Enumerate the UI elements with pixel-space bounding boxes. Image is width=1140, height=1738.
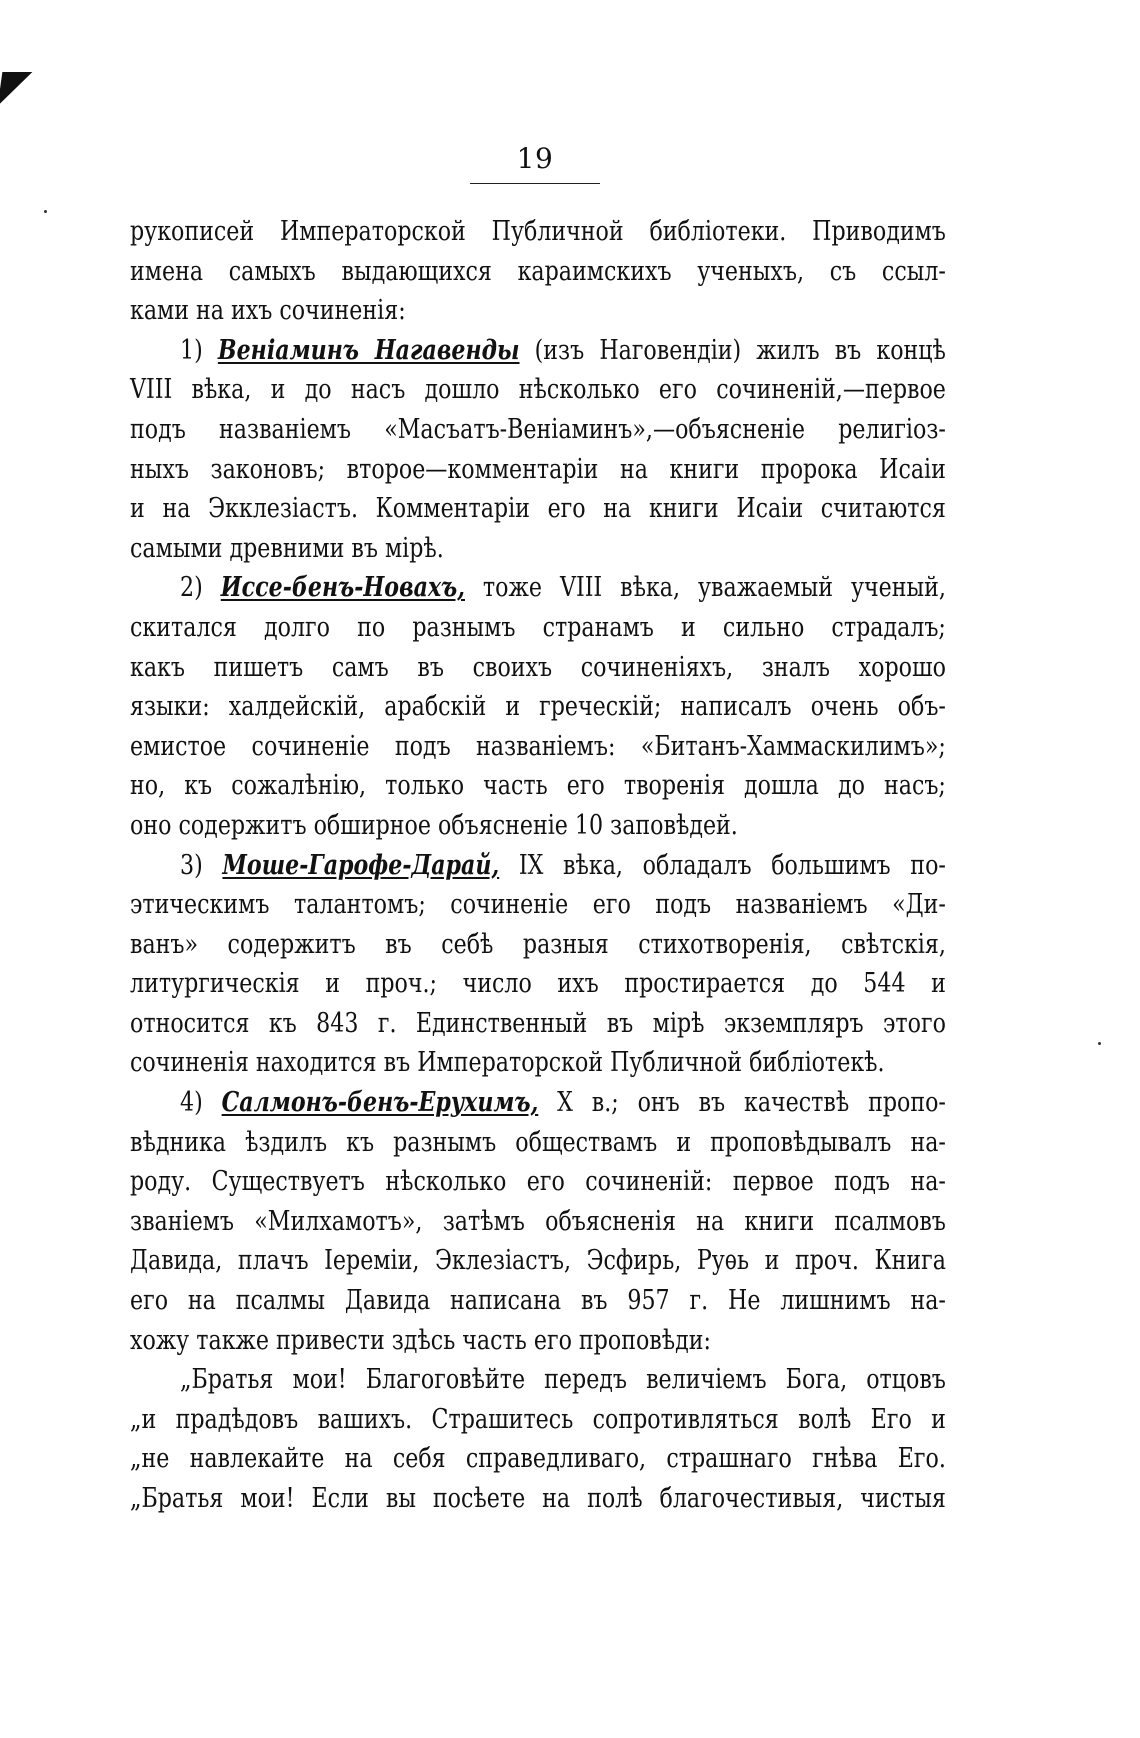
text-line: званіемъ «Милхамотъ», затѣмъ объясненія на книги псалмовъ bbox=[130, 1205, 946, 1237]
text-line: роду. Существуетъ нѣсколько его сочиненій: первое подъ на- bbox=[130, 1166, 946, 1198]
text-line: но, къ сожалѣнію, только часть его творенія дошла до насъ; bbox=[130, 770, 946, 802]
text-fragment: тоже VIII вѣка, уважаемый ученый, bbox=[482, 572, 946, 604]
quote-line: „и прадѣдовъ вашихъ. Страшитесь сопротивляться волѣ Его и bbox=[130, 1403, 946, 1435]
body-text bbox=[130, 212, 946, 1519]
quote-line: „не навлекайте на себя справедливаго, страшнаго гнѣва Его. bbox=[130, 1443, 946, 1475]
paragraph-start-4 bbox=[130, 1083, 946, 1123]
text-line: подъ названіемъ «Масъатъ-Веніаминъ»,—объясненіе религіоз- bbox=[130, 413, 946, 445]
print-speck bbox=[1098, 1042, 1101, 1045]
paragraph-start-2 bbox=[130, 568, 946, 608]
item-number: 1) bbox=[180, 334, 203, 366]
print-speck bbox=[44, 210, 47, 213]
text-line: ныхъ законовъ; второе—комментаріи на книги пророка Исаіи bbox=[130, 453, 946, 485]
text-line: ванъ» содержитъ въ себѣ разныя стихотворенія, свѣтскія, bbox=[130, 928, 946, 960]
scholar-name: Салмонъ-бенъ-Ерухимъ, bbox=[221, 1087, 539, 1119]
text-line: хожу также привести здѣсь часть его проповѣди: bbox=[130, 1324, 711, 1356]
item-number: 4) bbox=[180, 1087, 203, 1119]
text-line: рукописей Императорской Публичной библіотеки. Приводимъ bbox=[130, 216, 946, 247]
text-line: вѣдника ѣздилъ къ разнымъ обществамъ и проповѣдывалъ на- bbox=[130, 1126, 946, 1158]
scholar-name: Веніаминъ Нагавенды bbox=[217, 334, 520, 366]
text-line: ками на ихъ сочиненія: bbox=[130, 295, 406, 327]
paragraph-start-3 bbox=[130, 846, 946, 886]
text-line: скитался долго по разнымъ странамъ и сильно страдалъ; bbox=[130, 611, 946, 643]
quote-line: „Братья мои! Если вы посѣете на полѣ благочестивыя, чистыя bbox=[130, 1483, 946, 1514]
text-line: литургическія и проч.; число ихъ простирается до 544 и bbox=[130, 968, 946, 1000]
text-line: имена самыхъ выдающихся караимскихъ ученыхъ, съ ссыл- bbox=[130, 255, 946, 287]
item-number: 2) bbox=[180, 572, 203, 604]
paragraph-start-1 bbox=[130, 331, 946, 371]
item-number: 3) bbox=[180, 849, 203, 881]
text-line: Давида, плачъ Іереміи, Эклезіастъ, Эсфирь, Руѳь и проч. Книга bbox=[130, 1245, 946, 1277]
text-line: этическимъ талантомъ; сочиненіе его подъ названіемъ «Ди- bbox=[130, 889, 946, 921]
text-line: его на псалмы Давида написана въ 957 г. Не лишнимъ на- bbox=[130, 1285, 946, 1317]
text-line: и на Экклезіастъ. Комментаріи его на книги Исаіи считаются bbox=[130, 493, 946, 525]
text-line: языки: халдейскій, арабскій и греческій; написалъ очень объ- bbox=[130, 691, 946, 723]
text-line: какъ пишетъ самъ въ своихъ сочиненіяхъ, зналъ хорошо bbox=[130, 651, 946, 683]
quote-line: „Братья мои! Благоговѣйте передъ величіемъ Бога, отцовъ bbox=[180, 1364, 946, 1396]
text-line: относится къ 843 г. Единственный въ мірѣ экземпляръ этого bbox=[130, 1007, 946, 1039]
text-fragment: X в.; онъ въ качествѣ пропо- bbox=[557, 1087, 946, 1119]
text-fragment: IX вѣка, обладалъ большимъ по- bbox=[518, 849, 946, 881]
page-number: 19 bbox=[516, 142, 554, 175]
scholar-name: Иссе-бенъ-Новахъ, bbox=[220, 572, 465, 604]
text-line: самыми древними въ мірѣ. bbox=[130, 532, 444, 564]
text-line: емистое сочиненіе подъ названіемъ: «Битанъ-Хаммаскилимъ»; bbox=[130, 730, 946, 762]
text-fragment: (изъ Наговендіи) жилъ въ концѣ bbox=[534, 334, 946, 366]
text-line: VIII вѣка, и до насъ дошло нѣсколько его сочиненій,—первое bbox=[130, 374, 946, 406]
scholar-name: Моше-Гарофе-Дарай, bbox=[222, 849, 500, 881]
text-line: оно содержитъ обширное объясненіе 10 заповѣдей. bbox=[130, 809, 738, 841]
corner-arrow-mark bbox=[0, 72, 32, 106]
text-line: сочиненія находится въ Императорской Публичной библіотекѣ. bbox=[130, 1047, 885, 1079]
page-number-rule bbox=[470, 183, 600, 184]
